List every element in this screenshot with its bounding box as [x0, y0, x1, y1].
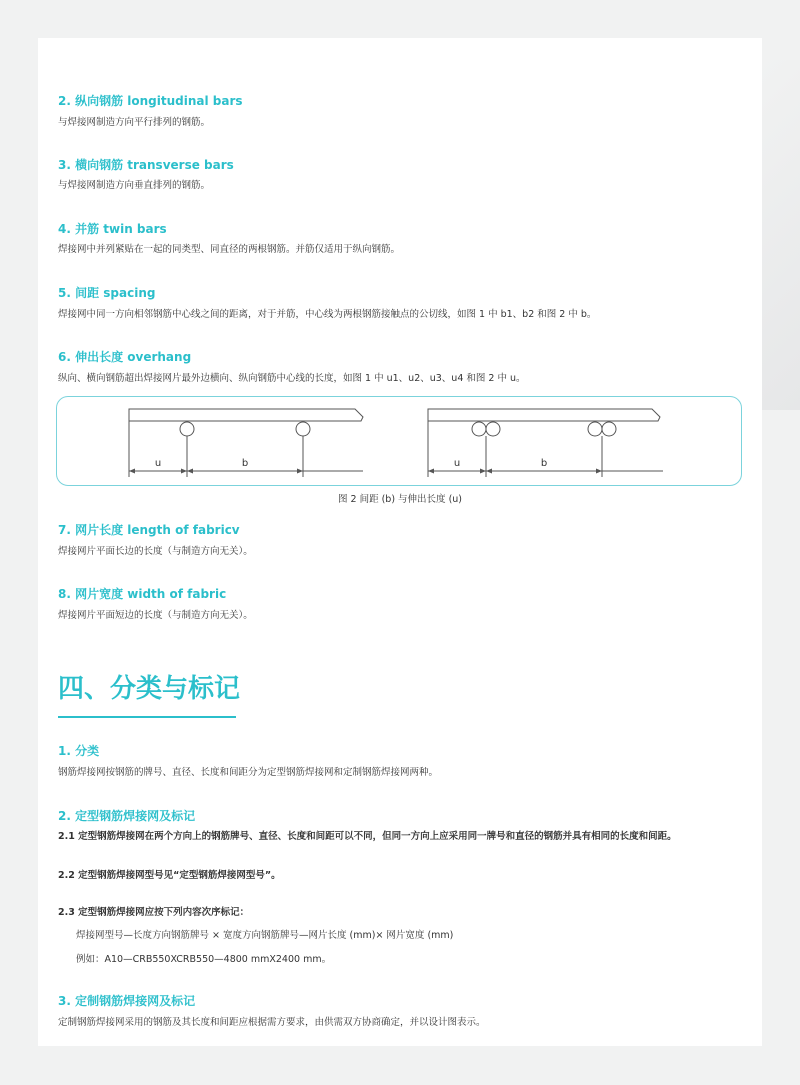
heading-classification: 1. 分类 [58, 744, 100, 758]
spacing-overhang-diagram [57, 397, 743, 487]
arrow [486, 469, 492, 474]
chapter-title: 四、分类与标记 [58, 674, 241, 704]
figure-caption: 图 2 间距 (b) 与伸出长度 (u) [337, 494, 463, 505]
arrow [428, 469, 434, 474]
text-classification: 钢筋焊接网按钢筋的牌号、直径、长度和间距分为定型钢筋焊接网和定制钢筋焊接网两种。 [58, 767, 439, 778]
arrow [297, 469, 303, 474]
heading-standard-mesh: 2. 定型钢筋焊接网及标记 [58, 809, 196, 823]
left-bar-circle-1 [180, 422, 194, 436]
title-underline [58, 716, 236, 718]
arrow [181, 469, 187, 474]
marking-example: 例如：A10—CRB550XCRB550—4800 mmX2400 mm。 [76, 954, 332, 965]
left-b-label: b [241, 458, 249, 469]
heading-twin-bars: 4. 并筋 twin bars [58, 222, 167, 236]
left-bar-outline [129, 409, 363, 421]
left-bar-circle-2 [296, 422, 310, 436]
heading-custom-mesh: 3. 定制钢筋焊接网及标记 [58, 994, 196, 1008]
decorative-corner [760, 60, 800, 410]
arrow [187, 469, 193, 474]
heading-overhang: 6. 伸出长度 overhang [58, 350, 192, 364]
right-bar-circle-1a [472, 422, 486, 436]
right-u-label: u [453, 458, 461, 469]
heading-longitudinal-bars: 2. 纵向钢筋 longitudinal bars [58, 94, 243, 108]
text-spacing: 焊接网中同一方向相邻钢筋中心线之间的距离，对于并筋，中心线为两根钢筋接触点的公切线，如图 1 中 b1、b2 和图 2 中 b。 [58, 309, 597, 320]
heading-spacing: 5. 间距 spacing [58, 286, 156, 300]
right-bar-circle-1b [486, 422, 500, 436]
text-transverse-bars: 与焊接网制造方向垂直排列的钢筋。 [58, 180, 211, 191]
text-twin-bars: 焊接网中并列紧贴在一起的同类型、同直径的两根钢筋。并筋仅适用于纵向钢筋。 [58, 244, 401, 255]
right-bar-circle-2b [602, 422, 616, 436]
left-u-label: u [154, 458, 162, 469]
text-fabric-length: 焊接网片平面长边的长度（与制造方向无关）。 [58, 546, 253, 557]
right-bar-outline [428, 409, 660, 421]
right-bar-circle-2a [588, 422, 602, 436]
heading-transverse-bars: 3. 横向钢筋 transverse bars [58, 158, 234, 172]
arrow [596, 469, 602, 474]
right-b-label: b [540, 458, 548, 469]
text-longitudinal-bars: 与焊接网制造方向平行排列的钢筋。 [58, 117, 211, 128]
arrow [129, 469, 135, 474]
clause-2-2: 2.2 定型钢筋焊接网型号见“定型钢筋焊接网型号”。 [58, 870, 281, 881]
heading-fabric-width: 8. 网片宽度 width of fabric [58, 587, 227, 601]
arrow [480, 469, 486, 474]
document-page [38, 38, 762, 1046]
figure-box [56, 396, 742, 486]
heading-fabric-length: 7. 网片长度 length of fabricv [58, 523, 240, 537]
clause-2-1: 2.1 定型钢筋焊接网在两个方向上的钢筋牌号、直径、长度和间距可以不同，但同一方向上应采用同一牌号和直径的钢筋并具有相同的长度和间距。 [58, 831, 677, 842]
text-overhang: 纵向、横向钢筋超出焊接网片最外边横向、纵向钢筋中心线的长度，如图 1 中 u1、u2、u3、u4 和图 2 中 u。 [58, 373, 526, 384]
clause-2-3: 2.3 定型钢筋焊接网应按下列内容次序标记： [58, 907, 250, 918]
marking-format: 焊接网型号—长度方向钢筋牌号 × 宽度方向钢筋牌号—网片长度 (mm)× 网片宽度 (mm) [76, 930, 454, 941]
text-fabric-width: 焊接网片平面短边的长度（与制造方向无关）。 [58, 610, 253, 621]
text-custom-mesh: 定制钢筋焊接网采用的钢筋及其长度和间距应根据需方要求，由供需双方协商确定，并以设计图表示。 [58, 1017, 486, 1028]
